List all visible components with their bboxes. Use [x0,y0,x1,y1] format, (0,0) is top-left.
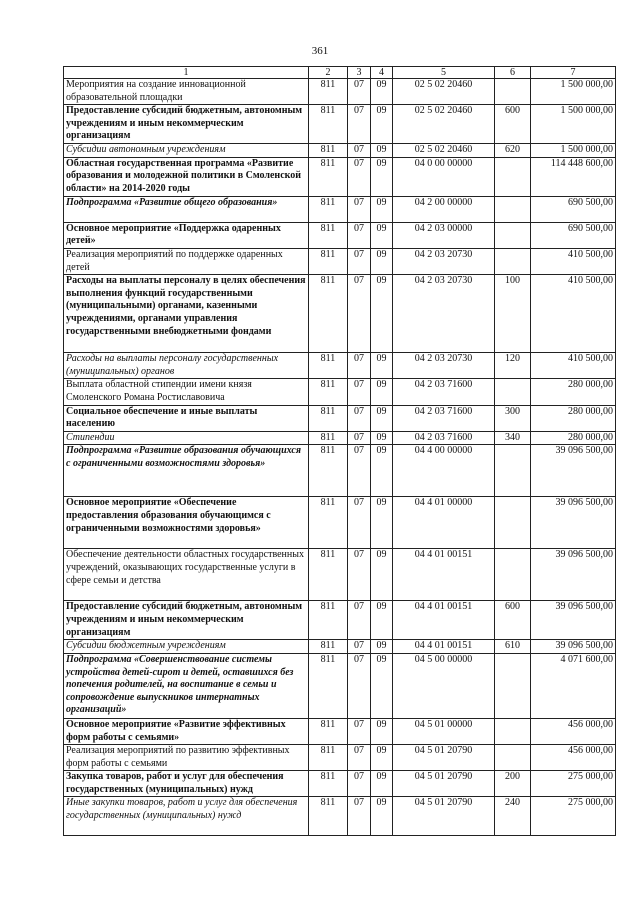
row-code-cell: 811 [309,275,348,353]
row-target-article-cell: 04 5 01 20790 [393,745,495,771]
row-target-article-cell: 04 2 03 20730 [393,248,495,274]
row-name-cell: Стипендии [64,431,309,445]
row-subsection-cell: 09 [371,445,393,497]
row-subsection-cell: 09 [371,105,393,144]
row-name-cell: Основное мероприятие «Развитие эффективных форм работы с семьями» [64,718,309,744]
row-expense-type-cell [495,222,531,248]
header-cell-4: 4 [371,67,393,79]
row-section-cell: 07 [348,275,371,353]
row-name-cell: Предоставление субсидий бюджетным, автономным учреждениям и иным некоммерческим организациям [64,105,309,144]
row-code-cell: 811 [309,601,348,640]
row-subsection-cell: 09 [371,640,393,654]
row-name-cell: Подпрограмма «Совершенствование системы устройства детей-сирот и детей, оставшихся без попечения родителей, на воспитание в семьи и сопровождение выпускников интернатных организаций» [64,653,309,718]
row-expense-type-cell [495,745,531,771]
row-code-cell: 811 [309,653,348,718]
row-code-cell: 811 [309,431,348,445]
row-code-cell: 811 [309,718,348,744]
row-subsection-cell: 09 [371,379,393,405]
row-subsection-cell: 09 [371,797,393,836]
row-amount-cell: 280 000,00 [531,379,616,405]
row-expense-type-cell [495,157,531,196]
row-code-cell: 811 [309,797,348,836]
row-section-cell: 07 [348,405,371,431]
header-row [64,67,616,79]
row-target-article-cell: 04 2 03 71600 [393,379,495,405]
row-section-cell: 07 [348,144,371,158]
header-cell-2: 2 [309,67,348,79]
row-section-cell: 07 [348,718,371,744]
table-row [64,497,616,549]
row-name-cell: Подпрограмма «Развитие общего образования» [64,196,309,222]
header-cell-3: 3 [348,67,371,79]
row-subsection-cell: 09 [371,144,393,158]
row-section-cell: 07 [348,379,371,405]
table-row [64,640,616,654]
row-section-cell: 07 [348,640,371,654]
row-section-cell: 07 [348,157,371,196]
row-code-cell: 811 [309,549,348,601]
row-target-article-cell: 04 0 00 00000 [393,157,495,196]
row-expense-type-cell: 200 [495,771,531,797]
row-expense-type-cell: 120 [495,353,531,379]
row-subsection-cell: 09 [371,431,393,445]
row-name-cell: Предоставление субсидий бюджетным, автономным учреждениям и иным некоммерческим организациям [64,601,309,640]
row-target-article-cell: 04 4 01 00151 [393,640,495,654]
row-expense-type-cell [495,653,531,718]
row-amount-cell: 456 000,00 [531,718,616,744]
row-code-cell: 811 [309,405,348,431]
row-name-cell: Реализация мероприятий по поддержке одаренных детей [64,248,309,274]
row-target-article-cell: 04 2 03 71600 [393,431,495,445]
row-subsection-cell: 09 [371,653,393,718]
row-target-article-cell: 02 5 02 20460 [393,144,495,158]
row-code-cell: 811 [309,157,348,196]
row-expense-type-cell: 100 [495,275,531,353]
row-section-cell: 07 [348,353,371,379]
row-amount-cell: 690 500,00 [531,196,616,222]
row-subsection-cell: 09 [371,275,393,353]
row-name-cell: Реализация мероприятий по развитию эффективных форм работы с семьями [64,745,309,771]
row-name-cell: Субсидии бюджетным учреждениям [64,640,309,654]
row-amount-cell: 1 500 000,00 [531,79,616,105]
row-section-cell: 07 [348,445,371,497]
row-expense-type-cell: 340 [495,431,531,445]
row-name-cell: Выплата областной стипендии имени князя Смоленского Романа Ростиславовича [64,379,309,405]
row-code-cell: 811 [309,222,348,248]
row-subsection-cell: 09 [371,549,393,601]
row-target-article-cell: 04 2 03 20730 [393,353,495,379]
table-row [64,105,616,144]
row-section-cell: 07 [348,222,371,248]
row-subsection-cell: 09 [371,745,393,771]
row-amount-cell: 410 500,00 [531,248,616,274]
row-name-cell: Расходы на выплаты персоналу государственных (муниципальных) органов [64,353,309,379]
row-amount-cell: 410 500,00 [531,275,616,353]
table-row [64,196,616,222]
row-subsection-cell: 09 [371,157,393,196]
table-row [64,79,616,105]
row-code-cell: 811 [309,379,348,405]
row-target-article-cell: 04 4 01 00000 [393,497,495,549]
table-row [64,222,616,248]
table-row [64,248,616,274]
table-row [64,653,616,718]
row-amount-cell: 114 448 600,00 [531,157,616,196]
header-cell-1: 1 [64,67,309,79]
row-code-cell: 811 [309,196,348,222]
row-target-article-cell: 04 5 01 00000 [393,718,495,744]
row-subsection-cell: 09 [371,353,393,379]
row-section-cell: 07 [348,601,371,640]
row-expense-type-cell [495,445,531,497]
table-row [64,405,616,431]
row-target-article-cell: 04 4 00 00000 [393,445,495,497]
row-target-article-cell: 04 2 00 00000 [393,196,495,222]
row-subsection-cell: 09 [371,718,393,744]
row-target-article-cell: 04 5 01 20790 [393,797,495,836]
row-amount-cell: 280 000,00 [531,431,616,445]
row-subsection-cell: 09 [371,497,393,549]
row-amount-cell: 456 000,00 [531,745,616,771]
table-row [64,157,616,196]
row-subsection-cell: 09 [371,405,393,431]
row-code-cell: 811 [309,445,348,497]
row-subsection-cell: 09 [371,196,393,222]
row-target-article-cell: 04 5 00 00000 [393,653,495,718]
row-target-article-cell: 02 5 02 20460 [393,79,495,105]
row-amount-cell: 275 000,00 [531,771,616,797]
row-code-cell: 811 [309,745,348,771]
row-target-article-cell: 02 5 02 20460 [393,105,495,144]
row-name-cell: Расходы на выплаты персоналу в целях обеспечения выполнения функций государственными (муниципальными) органами, казенными учреждениями, органами управления государственными внебюджетными фондами [64,275,309,353]
row-name-cell: Обеспечение деятельности областных государственных учреждений, оказывающих государственные услуги в сфере семьи и детства [64,549,309,601]
row-expense-type-cell [495,549,531,601]
row-amount-cell: 39 096 500,00 [531,497,616,549]
row-expense-type-cell [495,248,531,274]
row-subsection-cell: 09 [371,222,393,248]
table-row [64,745,616,771]
table-row [64,601,616,640]
row-expense-type-cell: 600 [495,105,531,144]
row-code-cell: 811 [309,79,348,105]
row-name-cell: Основное мероприятие «Обеспечение предоставления образования обучающимся с ограниченными возможностями здоровья» [64,497,309,549]
row-expense-type-cell: 300 [495,405,531,431]
table-row [64,379,616,405]
header-cell-5: 5 [393,67,495,79]
row-name-cell: Субсидии автономным учреждениям [64,144,309,158]
row-expense-type-cell [495,379,531,405]
row-name-cell: Подпрограмма «Развитие образования обучающихся с ограниченными возможностями здоровья» [64,445,309,497]
row-name-cell: Социальное обеспечение и иные выплаты населению [64,405,309,431]
row-amount-cell: 39 096 500,00 [531,601,616,640]
row-code-cell: 811 [309,248,348,274]
row-amount-cell: 275 000,00 [531,797,616,836]
row-target-article-cell: 04 5 01 20790 [393,771,495,797]
row-expense-type-cell: 600 [495,601,531,640]
row-amount-cell: 39 096 500,00 [531,549,616,601]
row-name-cell: Областная государственная программа «Развитие образования и молодежной политики в Смоленской области» на 2014-2020 годы [64,157,309,196]
row-amount-cell: 39 096 500,00 [531,640,616,654]
row-subsection-cell: 09 [371,601,393,640]
header-cell-7: 7 [531,67,616,79]
row-amount-cell: 39 096 500,00 [531,445,616,497]
row-section-cell: 07 [348,196,371,222]
table-row [64,718,616,744]
row-target-article-cell: 04 2 03 20730 [393,275,495,353]
table-row [64,431,616,445]
row-section-cell: 07 [348,497,371,549]
row-target-article-cell: 04 2 03 00000 [393,222,495,248]
table-row [64,275,616,353]
row-expense-type-cell [495,497,531,549]
row-code-cell: 811 [309,353,348,379]
row-section-cell: 07 [348,797,371,836]
row-name-cell: Мероприятия на создание инновационной образовательной площадки [64,79,309,105]
row-amount-cell: 4 071 600,00 [531,653,616,718]
row-amount-cell: 280 000,00 [531,405,616,431]
row-name-cell: Закупка товаров, работ и услуг для обеспечения государственных (муниципальных) нужд [64,771,309,797]
table-row [64,445,616,497]
row-section-cell: 07 [348,79,371,105]
table-row [64,353,616,379]
row-section-cell: 07 [348,549,371,601]
row-subsection-cell: 09 [371,79,393,105]
row-name-cell: Иные закупки товаров, работ и услуг для обеспечения государственных (муниципальных) нужд [64,797,309,836]
row-section-cell: 07 [348,653,371,718]
row-section-cell: 07 [348,771,371,797]
row-target-article-cell: 04 4 01 00151 [393,549,495,601]
row-expense-type-cell: 620 [495,144,531,158]
row-subsection-cell: 09 [371,248,393,274]
row-expense-type-cell [495,718,531,744]
row-expense-type-cell: 240 [495,797,531,836]
row-code-cell: 811 [309,105,348,144]
row-subsection-cell: 09 [371,771,393,797]
table-row [64,144,616,158]
row-section-cell: 07 [348,745,371,771]
row-name-cell: Основное мероприятие «Поддержка одаренных детей» [64,222,309,248]
table-row [64,797,616,836]
row-expense-type-cell [495,79,531,105]
page-number: 361 [311,45,329,57]
table-row [64,549,616,601]
row-expense-type-cell [495,196,531,222]
table-row [64,771,616,797]
header-cell-6: 6 [495,67,531,79]
row-amount-cell: 1 500 000,00 [531,144,616,158]
row-section-cell: 07 [348,248,371,274]
row-section-cell: 07 [348,431,371,445]
row-section-cell: 07 [348,105,371,144]
row-amount-cell: 410 500,00 [531,353,616,379]
row-target-article-cell: 04 4 01 00151 [393,601,495,640]
row-target-article-cell: 04 2 03 71600 [393,405,495,431]
budget-table [63,66,616,836]
row-amount-cell: 690 500,00 [531,222,616,248]
row-code-cell: 811 [309,771,348,797]
row-code-cell: 811 [309,640,348,654]
row-expense-type-cell: 610 [495,640,531,654]
row-code-cell: 811 [309,497,348,549]
row-amount-cell: 1 500 000,00 [531,105,616,144]
row-code-cell: 811 [309,144,348,158]
